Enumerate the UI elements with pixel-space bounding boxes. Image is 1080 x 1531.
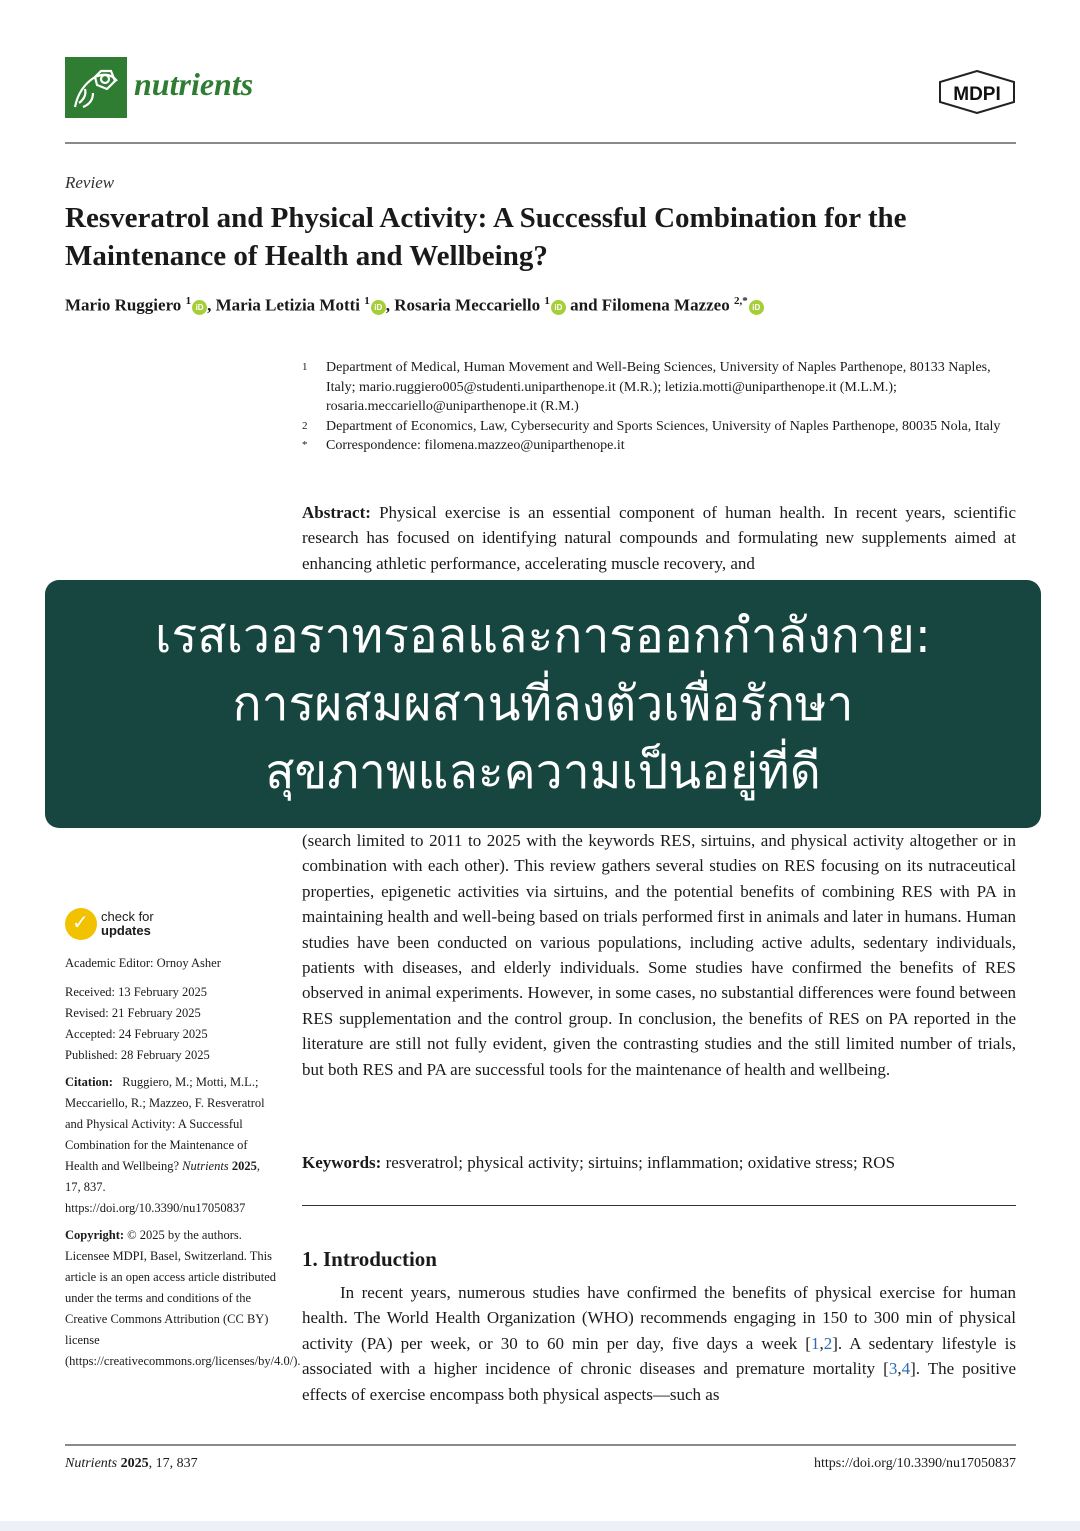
header-rule [65, 142, 1016, 144]
revised-date: Revised: 21 February 2025 [65, 1006, 201, 1020]
keywords-label: Keywords: [302, 1153, 382, 1172]
author-affiliation-mark: 1 [544, 295, 550, 307]
footer-citation: Nutrients 2025, 17, 837 [65, 1456, 198, 1471]
keywords [302, 1153, 1016, 1173]
orcid-icon[interactable]: iD [749, 300, 764, 315]
check-for-updates-button[interactable]: ✓ check for updates [65, 908, 154, 940]
orcid-icon[interactable]: iD [371, 300, 386, 315]
footer-doi-link[interactable]: https://doi.org/10.3390/nu17050837 [814, 1456, 1016, 1471]
abstract-continued: (search limited to 2011 to 2025 with the keywords RES, sirtuins, and physical activity altogether or in combination with each other). This review gathers several studies on RES focusing on its nutraceutical properties, epigenetic activities via sirtuins, and the potential benefits of combining RES with PA in maintaining health and well-being based on trials performed first in animals and later in humans. Human studies have been conducted on various populations, including active adults, sedentary individuals, patients with diseases, and elderly individuals. Some studies have confirmed the benefits of RES observed in animal experiments. However, in some cases, no substantial differences were found between RES supplementation and the control group. In conclusion, the benefits of RES on PA reported in the literature are still not fully evident, given the contrasting studies and the still limited number of trials, but both RES and PA are successful tools for the maintenance of health and wellbeing. [302, 831, 1016, 1079]
keywords-rule [302, 1205, 1016, 1206]
author-list: Mario Ruggiero $^1$iD , Maria Letizia Motti $^1$iD , Rosaria Meccariello $^1$iD and Filomena Mazzeo $^{2,*}$iD [65, 295, 764, 316]
citation-link[interactable]: 4 [901, 1359, 911, 1379]
received-date: Received: 13 February 2025 [65, 985, 207, 999]
translated-title-banner [45, 580, 1041, 828]
author-affiliation-mark: 1 [185, 295, 192, 307]
citation-link[interactable]: 2 [823, 1333, 833, 1353]
article-type: Review [65, 173, 115, 192]
journal-name: nutrients [134, 66, 254, 102]
abstract [302, 500, 1016, 576]
author-name: Mario Ruggiero [65, 295, 182, 315]
academic-editor: Academic Editor: Ornoy Asher [65, 956, 221, 970]
published-date: Published: 28 February 2025 [65, 1048, 210, 1062]
abstract-label: Abstract: [302, 503, 371, 522]
orcid-icon[interactable]: iD [551, 300, 566, 315]
mdpi-logo [938, 70, 1016, 114]
citation-block: Citation: Ruggiero, M.; Motti, M.L.; Meccariello, R.; Mazzeo, F. Resveratrol and Physical Activity: A Successful Combination for the Maintenance of Health and Wellbeing? Nutrients 2025, 17, 837. https://doi.org/10.3390/nu17050837 [65, 1075, 265, 1215]
intro-paragraph: In recent years, numerous studies have confirmed the benefits of physical exercise for human health. The World Health Organization (WHO) recommends engaging in 150 to 300 min of physical activity (PA) per week, or 30 to 60 min per day, five days a week [1,2]. A sedentary lifestyle is associated with a higher incidence of chronic diseases and premature mortality [3,4]. The positive effects of exercise encompass both physical aspects—such as [302, 1283, 1016, 1404]
citation-link[interactable]: 3 [888, 1359, 898, 1379]
abstract-text: Physical exercise is an essential component of human health. In recent years, scientific research has focused on identifying natural compounds and formulating new supplements aimed at enhancing athletic performance, accelerating muscle recovery, and [302, 503, 1016, 573]
author-affiliation-mark: 2,* [733, 295, 748, 307]
affiliations [302, 358, 1017, 456]
article-info-sidebar [65, 953, 301, 1372]
keywords-text: resveratrol; physical activity; sirtuins; inflammation; oxidative stress; ROS [385, 1153, 896, 1172]
author-name: Maria Letizia Motti [215, 295, 361, 315]
affiliation-item: 1 Department of Medical, Human Movement and Well-Being Sciences, University of Naples Parthenope, 80133 Naples, Italy; mario.ruggiero005@studenti.uniparthenope.it (M.R.); letizia.motti@uniparthenope.it (M.L.M.); rosaria.meccariello@uniparthenope.it (R.M.) [302, 360, 991, 414]
accepted-date: Accepted: 24 February 2025 [65, 1027, 208, 1041]
citation-link[interactable]: 1 [810, 1333, 820, 1353]
bottom-strip [0, 1521, 1080, 1531]
check-for-updates-icon: ✓ [65, 908, 97, 940]
affiliation-item: 2 Department of Economics, Law, Cybersecurity and Sports Sciences, University of Naples Parthenope, 80035 Nola, Italy [302, 418, 1001, 434]
section-heading: 1. Introduction [302, 1247, 437, 1271]
affiliation-item: * Correspondence: filomena.mazzeo@uniparthenope.it [302, 438, 625, 453]
footer-rule [65, 1444, 1016, 1446]
nutrients-logo-icon [65, 57, 127, 118]
copyright-block: Copyright: © 2025 by the authors. Licensee MDPI, Basel, Switzerland. This article is an open access article distributed under the terms and conditions of the Creative Commons Attribution (CC BY) license (https://creativecommons.org/licenses/by/4.0/). [65, 1228, 301, 1368]
author-affiliation-mark: 1 [364, 295, 370, 307]
author-name: Filomena Mazzeo [601, 295, 730, 315]
article-title: Resveratrol and Physical Activity: A Successful Combination for the Maintenance of Health and Wellbeing? [65, 202, 907, 272]
orcid-icon[interactable]: iD [192, 300, 207, 315]
translated-title: เรสเวอราทรอลและการออกกำลังกาย: การผสมผสานที่ลงตัวเพื่อรักษา สุขภาพและความเป็นอยู่ที่ดี [155, 608, 931, 800]
svg-text:MDPI: MDPI [953, 84, 1001, 105]
author-name: Rosaria Meccariello [394, 295, 541, 315]
